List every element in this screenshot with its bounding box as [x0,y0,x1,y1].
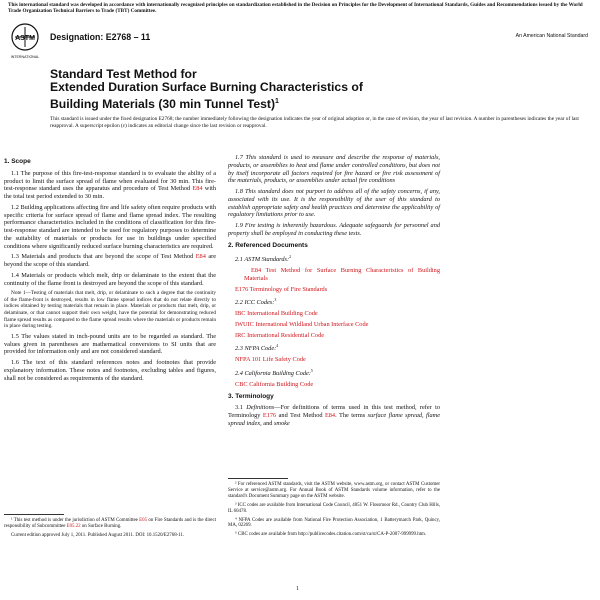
right-column [228,154,441,538]
designation: Designation: E2768 – 11 [50,32,151,42]
ref-2-4 [228,367,440,378]
para-3-1-text: and [261,419,274,427]
para-1-5: 1.5 The values stated in inch-pound units are to be regarded as standard. The values given in parentheses are mathematical conversions to SI units that are provided for information only and are not considered standard. [4,332,216,356]
ref-e84-title[interactable]: Test Method for Surface Burning Characteristics of Building Materials [244,267,440,282]
para-3-1-num: 3.1 [235,404,247,412]
footnote-divider [228,478,288,479]
wto-notice: This international standard was developed in accordance with internationally recognized principles on standardization established in the Decision on Principles for the Development of International Standards, Guides and Recommendations issued by the World Trade Organization Technical Barriers to Trade (TBT) Committee. [8,2,583,15]
para-1-1 [4,170,216,201]
ref-ibc-title[interactable]: International Building Code [247,310,318,318]
footnote-1-text: ¹ This test method is under the jurisdiction of ASTM Committee [11,518,140,523]
link-e84[interactable]: E84 [192,185,203,193]
referenced-documents-heading: 2. Referenced Documents [228,241,308,249]
scope-heading: 1. Scope [4,158,31,165]
para-3-1-terms: surface flame spread, flame spread index, [228,412,441,427]
ref-2-1-sup: 2 [289,254,292,260]
right-footnotes [228,468,440,541]
page-title [50,68,510,111]
ref-2-1 [228,253,440,264]
ref-2-4-sup: 5 [310,368,313,374]
ref-nfpa-title[interactable]: Life Safety Code [262,356,306,364]
ref-2-2-text: 2.2 ICC Codes: [235,299,275,307]
para-1-4: 1.4 Materials or products which melt, drip or delaminate to the extent that the continuity of the flame front is destroyed are beyond the scope of this standard. [4,271,216,287]
ref-2-2-sup: 3 [274,297,277,303]
ref-2-3-text: 2.3 NFPA Code: [235,345,277,353]
ref-e84 [228,267,440,283]
ref-ibc [228,310,440,318]
title-line-2: Extended Duration Surface Burning Characteristics of [50,80,363,95]
link-e84[interactable]: E84 [251,267,262,275]
link-e05-22[interactable]: E05.22 [66,523,81,529]
ref-2-1-text: 2.1 ASTM Standards: [235,256,290,264]
para-3-1-def: Definitions [246,404,275,412]
footnote-3: ³ ICC codes are available from International Code Council, 4051 W. Flossmoor Rd., Country Club Hills, IL 60478. [228,502,440,514]
national-standard-label: An American National Standard [515,33,588,39]
svg-text:ASTM: ASTM [15,35,35,42]
ref-nfpa [228,356,440,364]
svg-text:INTERNATIONAL: INTERNATIONAL [10,55,40,59]
ref-2-3 [228,342,440,353]
ref-irc [228,332,440,340]
left-footnotes [4,504,216,542]
link-cbc[interactable]: CBC [235,380,248,388]
footnote-1-text: on Fire Standards and is the direct responsibility of Subcommittee [4,518,217,529]
ref-cbc [228,381,440,389]
para-1-7: 1.7 This standard is used to measure and describe the response of materials, products, or assemblies to heat and flame under controlled conditions, but does not by itself incorporate all factors required for fire hazard or fire risk assessment of the materials, products, or assemblies under actual fire conditions [228,154,440,185]
footnote-1 [4,518,216,530]
ref-e176-title[interactable]: Terminology of Fire Standards [249,285,328,293]
title-line-3 [50,95,510,111]
para-1-2: 1.2 Building applications affecting fire and life safety often require products with specific criteria for surface spread of flame and flame spread index. The resulting performance characteristics included in the conditions of classification for this fire-test-response standard are intended to be used for regulatory purposes to determine the suitability of materials or products for use in buildings under specified conditions where significantly reduced surface burning characteristics are required. [4,203,216,250]
left-column [4,154,217,538]
ref-2-3-sup: 4 [276,343,279,349]
link-e176[interactable]: E176 [235,285,249,293]
para-1-3 [4,253,216,269]
para-1-3-text: 1.3 Materials and products that are beyond the scope of Test Method [11,253,196,261]
para-1-3-end: are beyond the scope of this standard. [4,253,217,268]
footnote-4: ⁴ NFPA Codes are available from National Fire Protection Association, 1 Batterymarch Park, Quincy, MA, 02269. [228,517,440,529]
link-ibc[interactable]: IBC [235,310,246,318]
para-1-1-text: 1.1 The purpose of this fire-test-response standard is to evaluate the ability of a product to limit the surface spread of flame when evaluated for 30 min. This fire-test-response standard uses the apparatus and procedure of Test Method [4,169,216,193]
para-1-8: 1.8 This standard does not purport to address all of the safety concerns, if any, associated with its use. It is the responsibility of the user of this standard to establish appropriate safety and health practices and determine the applicability of regulatory limitations prior to use. [228,188,440,219]
footnote-2: ² For referenced ASTM standards, visit the ASTM website, www.astm.org, or contact ASTM Customer Service at service@astm.org. For Annual Book of ASTM Standards volume information, refer to the standard's Document Summary page on the ASTM website. [228,482,440,499]
ref-iwuic-title[interactable]: International Wildland Urban Interface Code [255,320,369,328]
ref-iwuic [228,321,440,329]
footnote-divider [4,514,64,515]
para-3-1-text: and Test Method [276,412,325,420]
page-number: 1 [296,586,299,592]
issued-note: This standard is issued under the fixed designation E2768; the number immediately following the designation indicates the year of original adoption or, in the case of revision, the year of last revision. A number in parentheses indicates the year of last reapproval. A superscript epsilon (ε) indicates an editorial change since the last revision or reapproval. [50,116,579,129]
footnote-1-text: on Surface Burning. [80,523,122,529]
ref-e176 [228,286,440,294]
para-1-1-end: with the total test period extended to 30 min. [4,185,216,200]
link-e84[interactable]: E84 [195,253,206,261]
ref-2-4-text: 2.4 California Building Code: [235,370,311,378]
para-1-9: 1.9 Fire testing is inherently hazardous. Adequate safeguards for personnel and property shall be employed in conducting these tests. [228,222,440,237]
title-footnote-mark: 1 [275,97,279,105]
link-e05[interactable]: E05 [139,518,148,523]
para-3-1-smoke: smoke [273,419,290,427]
footnote-5: ⁵ CBC codes are available from http://publicecodes.citation.com/st/ca/st/CA-P-2007-999999.htm. [235,532,427,538]
title-line-1: Standard Test Method for [50,67,197,81]
terminology-heading: 3. Terminology [228,392,274,400]
link-nfpa-101[interactable]: NFPA 101 [235,356,262,364]
link-irc[interactable]: IRC [235,331,246,339]
ref-2-2 [228,296,440,307]
ref-irc-title[interactable]: International Residential Code [247,331,325,339]
link-iwuic[interactable]: IWUIC [235,320,254,328]
para-1-6: 1.6 The text of this standard references notes and footnotes that provide explanatory information. These notes and footnotes, excluding tables and figures, shall not be considered as requirements of the standard. [4,359,216,382]
link-e176[interactable]: E176 [262,412,277,420]
para-3-1-text: . The terms [335,412,368,420]
link-e84[interactable]: E84 [324,412,336,420]
title-line-3-text: Building Materials (30 min Tunnel Test) [50,96,276,111]
para-3-1-text: —For definitions of terms used in this test method, refer to Terminology [228,404,440,420]
footnote-edition: Current edition approved July 1, 2011. Published August 2011. DOI: 10.1520/E2768-11. [11,532,185,538]
note-1: Note 1—Testing of materials that melt, drip, or delaminate to such a degree that the continuity of the flame-front is destroyed, results in low flame spread indices that do not relate directly to indices obtained by testing materials that remain in place. Materials or products that melt, drip, or delaminate, or that cannot support their own weight, have the potential for demonstrating reduced flame spread results as compared to the flame spread results where the materials or products remain in place during testing. [4,290,216,330]
astm-logo [8,22,42,62]
ref-cbc-title[interactable]: California Building Code [249,380,314,388]
para-3-1 [228,404,440,427]
